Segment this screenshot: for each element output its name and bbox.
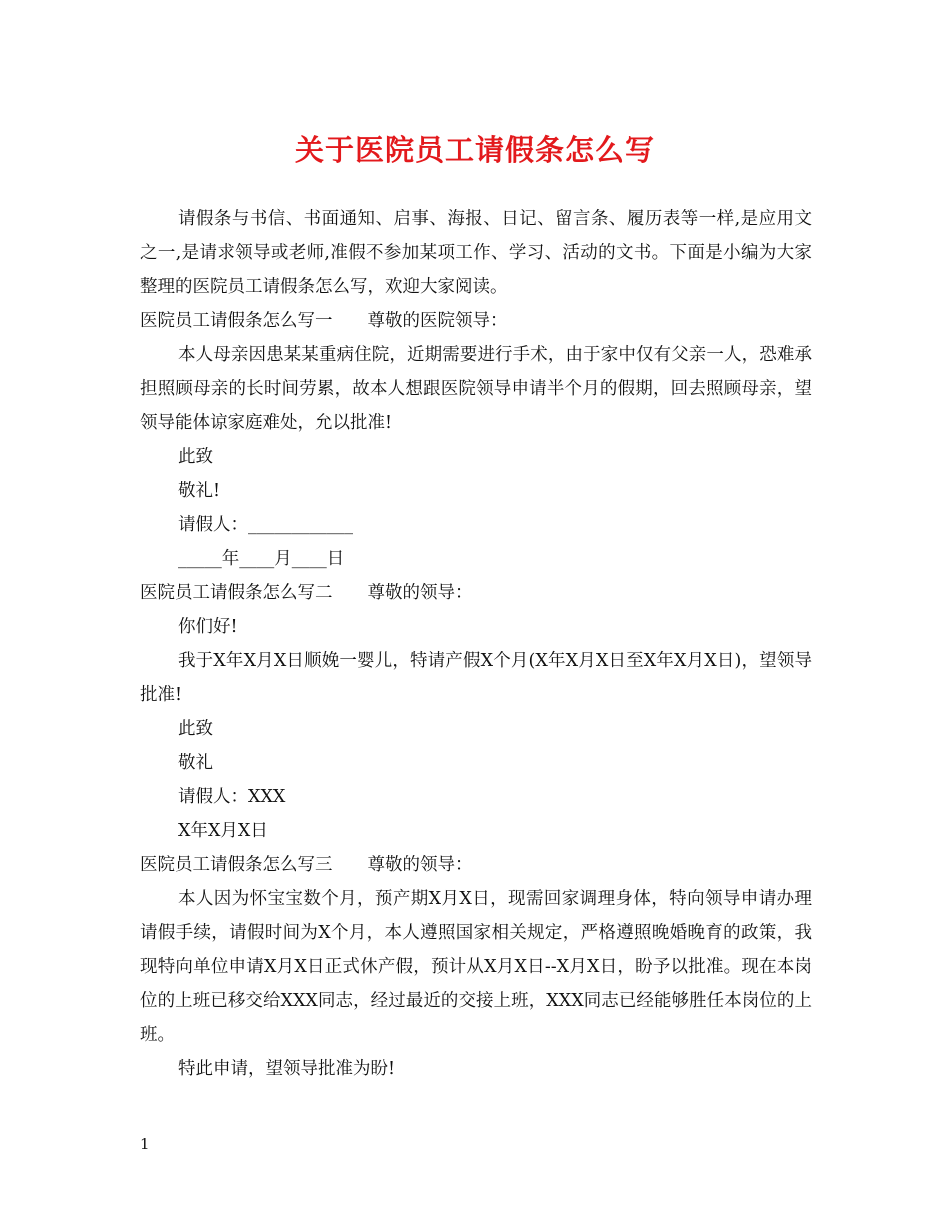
letter-two-signer: 请假人：XXX bbox=[178, 787, 286, 807]
letter-one-date: _____年____月____日 bbox=[178, 549, 345, 569]
letter-two bbox=[140, 576, 812, 848]
letter-two-closing-1: 此致 bbox=[178, 719, 213, 739]
letter-three-body: 本人因为怀宝宝数个月，预产期X月X日，现需回家调理身体，特向领导申请办理请假手续，请假时间为X个月，本人遵照国家相关规定，严格遵照晚婚晚育的政策，我现特向单位申请X月X日正式休产假，预计从X月X日--X月X日，盼予以批准。现在本岗位的上班已移交给XXX同志，经过最近的交接上班，XXX同志已经能够胜任本岗位的上班。 bbox=[140, 889, 812, 1045]
letter-three bbox=[140, 848, 812, 1086]
letter-three-closing: 特此申请，望领导批准为盼! bbox=[178, 1059, 396, 1079]
letter-one-closing-2: 敬礼! bbox=[178, 481, 221, 501]
letter-two-body: 我于X年X月X日顺娩一婴儿，特请产假X个月(X年X月X日至X年X月X日)，望领导批准! bbox=[140, 651, 812, 705]
letter-two-heading: 医院员工请假条怎么写二 尊敬的领导： bbox=[140, 583, 473, 603]
document-body bbox=[140, 202, 812, 1086]
letter-two-date: X年X月X日 bbox=[178, 821, 268, 841]
letter-one bbox=[140, 304, 812, 576]
page-number: 1 bbox=[140, 1135, 150, 1153]
letter-two-closing-2: 敬礼 bbox=[178, 753, 213, 773]
intro-paragraph: 请假条与书信、书面通知、启事、海报、日记、留言条、履历表等一样,是应用文之一,是请求领导或老师,准假不参加某项工作、学习、活动的文书。下面是小编为大家整理的医院员工请假条怎么写，欢迎大家阅读。 bbox=[140, 209, 812, 297]
page-title: 关于医院员工请假条怎么写 bbox=[294, 133, 655, 167]
letter-one-body: 本人母亲因患某某重病住院，近期需要进行手术，由于家中仅有父亲一人，恐难承担照顾母亲的长时间劳累，故本人想跟医院领导申请半个月的假期，回去照顾母亲，望领导能体谅家庭难处，允以批准! bbox=[140, 345, 812, 433]
letter-three-heading: 医院员工请假条怎么写三 尊敬的领导： bbox=[140, 855, 473, 875]
letter-one-heading: 医院员工请假条怎么写一 尊敬的医院领导： bbox=[140, 311, 508, 331]
letter-one-signer: 请假人：____________ bbox=[178, 515, 353, 535]
letter-two-greeting: 你们好! bbox=[178, 617, 238, 637]
letter-one-closing-1: 此致 bbox=[178, 447, 213, 467]
